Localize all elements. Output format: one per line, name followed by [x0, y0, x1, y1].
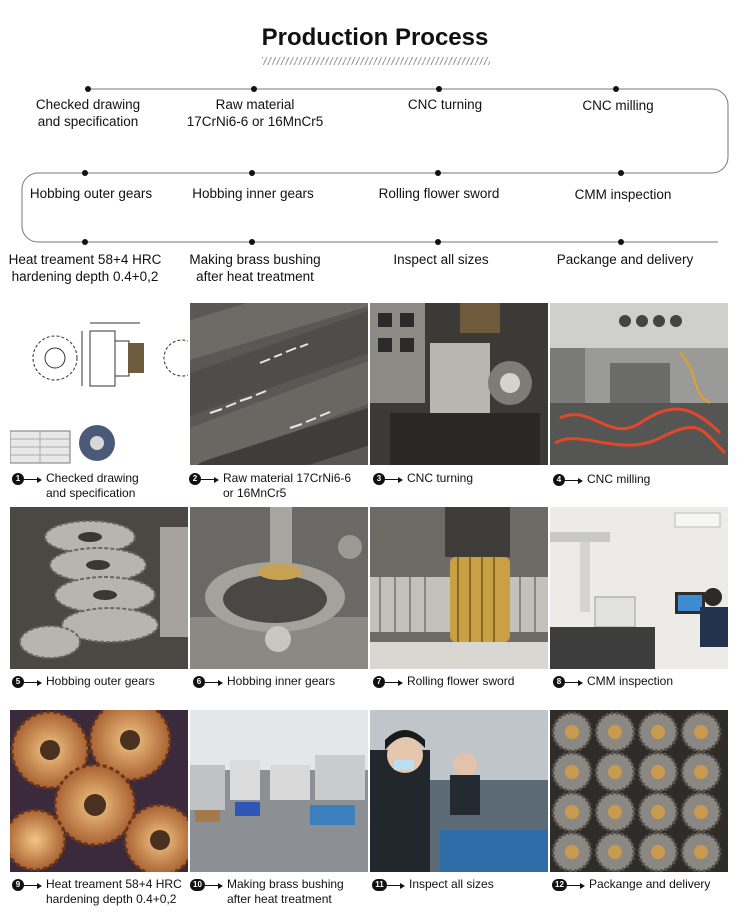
step-label: CNC turning [407, 471, 474, 485]
step-caption [189, 471, 351, 501]
step-caption [372, 877, 494, 892]
inspection-workers-photo [370, 710, 548, 872]
flow-node-dot [85, 86, 91, 92]
step-number-badge: 6 [193, 676, 205, 688]
flow-node-dot [249, 170, 255, 176]
step-caption [552, 877, 710, 892]
step-number-badge: 12 [552, 879, 567, 891]
spline-rolling-photo [370, 507, 548, 669]
arrow-right-icon [385, 680, 403, 686]
step-number-badge: 5 [12, 676, 24, 688]
step-label: Raw material 17CrNi6-6 or 16MnCr5 [223, 471, 352, 500]
step-number-badge: 2 [189, 473, 201, 485]
flow-node-dot [618, 170, 624, 176]
step-number-badge: 10 [190, 879, 205, 891]
inner-gear-cutter-photo [190, 507, 368, 669]
flow-node-dot [251, 86, 257, 92]
step-caption [12, 877, 182, 907]
flow-node-dot [82, 170, 88, 176]
flow-label: CMM inspection [574, 187, 672, 202]
step-label: Hobbing inner gears [227, 674, 336, 688]
flow-label: Heat treament 58+4 HRC hardening depth 0.4+0,2 [8, 252, 162, 284]
step-number-badge: 8 [553, 676, 565, 688]
step-caption [553, 472, 650, 487]
arrow-right-icon [205, 883, 223, 889]
step-caption [553, 674, 673, 689]
arrow-right-icon [24, 477, 42, 483]
step-label: CMM inspection [587, 674, 674, 688]
step-caption [12, 674, 155, 689]
flow-node-dot [436, 86, 442, 92]
flow-label: Raw material 17CrNi6-6 or 16MnCr5 [186, 97, 324, 129]
arrow-right-icon [567, 883, 585, 889]
step-caption [193, 674, 335, 689]
flow-node-dot [435, 239, 441, 245]
step-number-badge: 11 [372, 879, 387, 891]
step-label: Packange and delivery [589, 877, 711, 891]
step-label: Heat treament 58+4 HRC hardening depth 0.4+0,2 [46, 877, 182, 906]
packed-gears-photo [550, 710, 728, 872]
arrow-right-icon [24, 883, 42, 889]
cmm-machine-photo [550, 507, 728, 669]
flow-node-dot [618, 239, 624, 245]
technical-drawing-photo [10, 303, 188, 465]
page-title: Production Process [261, 24, 489, 51]
arrow-right-icon [24, 680, 42, 686]
step-label: Hobbing outer gears [46, 674, 155, 688]
arrow-right-icon [205, 680, 223, 686]
step-number-badge: 9 [12, 879, 24, 891]
flow-label: CNC turning [407, 97, 483, 112]
flow-label: CNC milling [582, 98, 654, 113]
flow-node-dot [82, 239, 88, 245]
flow-label: Packange and delivery [556, 252, 694, 267]
step-label: CNC milling [587, 472, 651, 486]
flow-label: Rolling flower sword [378, 186, 500, 201]
step-number-badge: 7 [373, 676, 385, 688]
arrow-right-icon [565, 478, 583, 484]
step-label: Rolling flower sword [407, 674, 515, 688]
cnc-lathe-photo [370, 303, 548, 465]
flow-node-dot [435, 170, 441, 176]
flow-label: Inspect all sizes [393, 252, 489, 267]
flow-label: Making brass bushing after heat treatment [189, 252, 321, 284]
stacked-gears-photo [10, 507, 188, 669]
step-number-badge: 1 [12, 473, 24, 485]
flow-node-dot [613, 86, 619, 92]
flow-label: Hobbing inner gears [192, 186, 314, 201]
step-label: Checked drawing and specification [46, 471, 139, 500]
step-caption [373, 674, 514, 689]
step-label: Making brass bushing after heat treatment [227, 877, 344, 906]
flow-node-dot [249, 239, 255, 245]
cnc-mill-photo [550, 303, 728, 465]
step-number-badge: 3 [373, 473, 385, 485]
flow-label: Checked drawing and specification [35, 97, 141, 129]
step-caption [12, 471, 139, 501]
step-number-badge: 4 [553, 474, 565, 486]
step-caption [373, 471, 473, 486]
arrow-right-icon [201, 477, 219, 483]
steel-bars-photo [190, 303, 368, 465]
workshop-photo [190, 710, 368, 872]
step-caption [190, 877, 344, 907]
step-label: Inspect all sizes [409, 877, 494, 891]
arrow-right-icon [565, 680, 583, 686]
arrow-right-icon [385, 477, 403, 483]
heat-treated-gears-photo [10, 710, 188, 872]
arrow-right-icon [387, 883, 405, 889]
flow-label: Hobbing outer gears [29, 186, 153, 201]
